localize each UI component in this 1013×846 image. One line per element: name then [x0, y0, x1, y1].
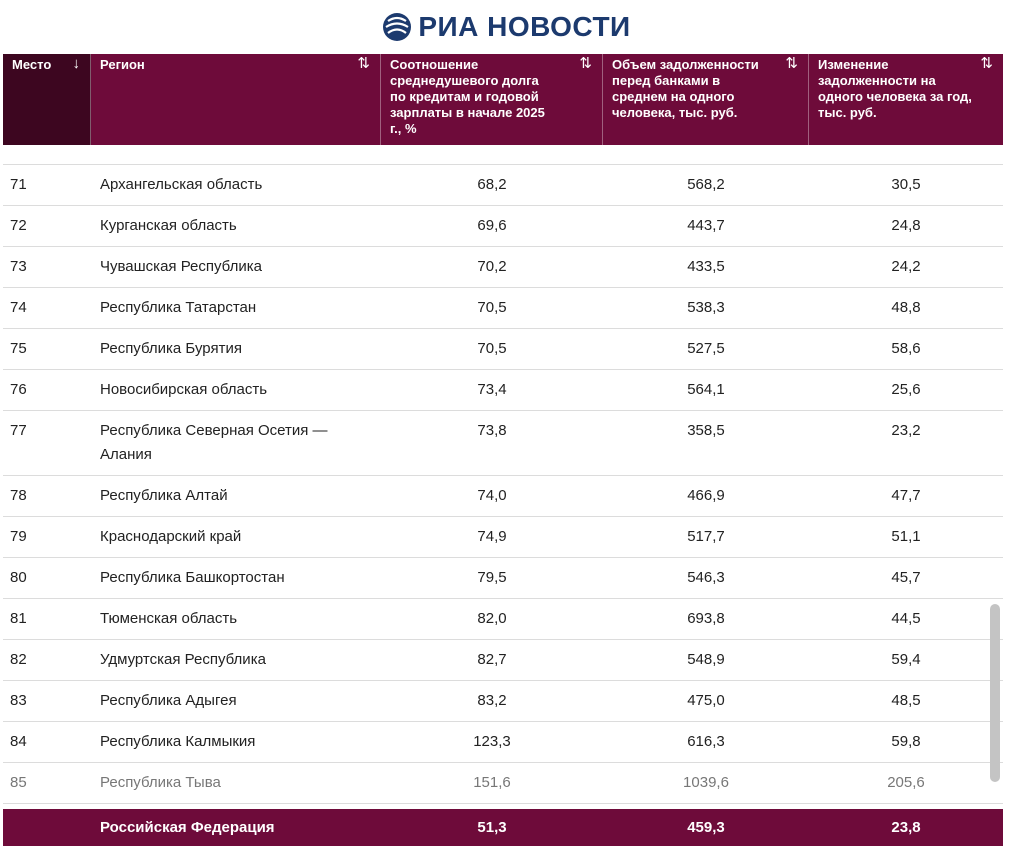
cell-change: 48,5 [891, 692, 921, 709]
table-row [3, 288, 1003, 329]
table-scrollbar-thumb[interactable] [990, 604, 1000, 782]
cell-rank: 81 [10, 610, 27, 627]
cell-ratio: 123,3 [473, 733, 511, 750]
cell-debt: 1039,6 [683, 774, 729, 791]
cell-change: 58,6 [891, 340, 921, 357]
sort-toggle-icon[interactable]: ⇅ [579, 55, 592, 72]
total-change: 23,8 [891, 818, 921, 836]
cell-region: Курганская область [100, 217, 237, 234]
table-total-row [3, 809, 1003, 846]
cell-rank: 77 [10, 422, 27, 439]
cell-change: 44,5 [891, 610, 921, 627]
table-row [3, 763, 1003, 804]
cell-debt: 358,5 [687, 422, 725, 439]
table-row [3, 370, 1003, 411]
column-header-change-label: Изменение задолженности на одного человека за год, тыс. руб. [818, 57, 972, 120]
cell-ratio: 70,5 [477, 340, 507, 357]
cell-region: Республика Алтай [100, 487, 228, 504]
cell-region: Республика Башкортостан [100, 569, 285, 586]
cell-ratio: 73,4 [477, 381, 507, 398]
cell-region: Удмуртская Республика [100, 651, 266, 668]
cell-debt: 564,1 [687, 381, 725, 398]
cell-rank: 80 [10, 569, 27, 586]
cell-debt: 466,9 [687, 487, 725, 504]
cell-ratio: 69,6 [477, 217, 507, 234]
table-row [3, 558, 1003, 599]
cell-change: 59,8 [891, 733, 921, 750]
cell-region: Республика Северная Осетия — Алания [100, 422, 328, 463]
cell-debt: 538,3 [687, 299, 725, 316]
table-row [3, 206, 1003, 247]
cell-ratio: 74,0 [477, 487, 507, 504]
cell-ratio: 79,5 [477, 569, 507, 586]
cell-rank: 71 [10, 176, 27, 193]
cell-change: 30,5 [891, 176, 921, 193]
cell-region: Республика Калмыкия [100, 733, 256, 750]
table-row [3, 329, 1003, 370]
table-row [3, 411, 1003, 476]
table-row [3, 599, 1003, 640]
cell-region: Тюменская область [100, 610, 238, 627]
sort-toggle-icon[interactable]: ⇅ [980, 55, 993, 72]
cell-rank: 83 [10, 692, 27, 709]
cell-region: Новосибирская область [100, 381, 268, 398]
table-row-clipped [3, 145, 1003, 165]
total-region: Российская Федерация [100, 818, 275, 836]
cell-region: Республика Адыгея [100, 692, 237, 709]
cell-ratio: 82,0 [477, 610, 507, 627]
cell-ratio: 74,9 [477, 528, 507, 545]
table-body [3, 145, 1003, 804]
column-header-debt-label: Объем задолженности перед банками в среднем на одного человека, тыс. руб. [612, 57, 759, 120]
sort-desc-icon[interactable]: ↓ [72, 55, 80, 72]
cell-debt: 433,5 [687, 258, 725, 275]
cell-change: 47,7 [891, 487, 921, 504]
ranking-table [3, 54, 1003, 846]
ria-globe-logo-icon[interactable] [382, 12, 412, 42]
column-header-region[interactable] [91, 54, 381, 145]
total-debt: 459,3 [687, 818, 725, 836]
cell-region: Республика Татарстан [100, 299, 257, 316]
column-header-debt[interactable] [603, 54, 809, 145]
cell-change: 205,6 [887, 774, 925, 791]
cell-rank: 72 [10, 217, 27, 234]
cell-debt: 475,0 [687, 692, 725, 709]
cell-change: 51,1 [891, 528, 921, 545]
sort-toggle-icon[interactable]: ⇅ [785, 55, 798, 72]
column-header-rank[interactable] [3, 54, 91, 145]
cell-rank: 73 [10, 258, 27, 275]
cell-debt: 546,3 [687, 569, 725, 586]
column-header-region-label: Регион [100, 57, 145, 72]
cell-region: Архангельская область [100, 176, 263, 193]
cell-rank: 84 [10, 733, 27, 750]
table-row [3, 722, 1003, 763]
cell-change: 48,8 [891, 299, 921, 316]
cell-change: 24,8 [891, 217, 921, 234]
cell-debt: 616,3 [687, 733, 725, 750]
table-row [3, 640, 1003, 681]
cell-region: Республика Тыва [100, 774, 221, 791]
column-header-ratio[interactable] [381, 54, 603, 145]
cell-ratio: 151,6 [473, 774, 511, 791]
table-row [3, 165, 1003, 206]
total-ratio: 51,3 [477, 818, 507, 836]
cell-region: Чувашская Республика [100, 258, 262, 275]
cell-ratio: 73,8 [477, 422, 507, 439]
cell-rank: 85 [10, 774, 27, 791]
cell-rank: 76 [10, 381, 27, 398]
table-row [3, 681, 1003, 722]
cell-change: 59,4 [891, 651, 921, 668]
cell-rank: 75 [10, 340, 27, 357]
column-header-ratio-label: Соотношение среднедушевого долга по кредитам и годовой зарплаты в начале 2025 г., % [390, 57, 545, 136]
column-header-rank-label: Место [12, 57, 52, 72]
cell-debt: 568,2 [687, 176, 725, 193]
cell-rank: 82 [10, 651, 27, 668]
column-header-change[interactable] [809, 54, 1003, 145]
cell-debt: 527,5 [687, 340, 725, 357]
cell-ratio: 82,7 [477, 651, 507, 668]
cell-ratio: 70,2 [477, 258, 507, 275]
cell-region: Краснодарский край [100, 528, 242, 545]
cell-debt: 548,9 [687, 651, 725, 668]
cell-debt: 443,7 [687, 217, 725, 234]
table-row [3, 476, 1003, 517]
sort-toggle-icon[interactable]: ⇅ [357, 55, 370, 72]
table-header [3, 54, 1003, 145]
cell-change: 24,2 [891, 258, 921, 275]
cell-rank: 74 [10, 299, 27, 316]
table-row [3, 517, 1003, 558]
cell-ratio: 83,2 [477, 692, 507, 709]
cell-change: 23,2 [891, 422, 921, 439]
brand-name[interactable]: РИА НОВОСТИ [418, 11, 631, 42]
table-row [3, 247, 1003, 288]
cell-rank: 78 [10, 487, 27, 504]
cell-rank: 79 [10, 528, 27, 545]
cell-debt: 693,8 [687, 610, 725, 627]
cell-debt: 517,7 [687, 528, 725, 545]
cell-region: Республика Бурятия [100, 340, 242, 357]
site-header [0, 0, 1013, 54]
cell-ratio: 68,2 [477, 176, 507, 193]
cell-change: 25,6 [891, 381, 921, 398]
cell-ratio: 70,5 [477, 299, 507, 316]
cell-change: 45,7 [891, 569, 921, 586]
